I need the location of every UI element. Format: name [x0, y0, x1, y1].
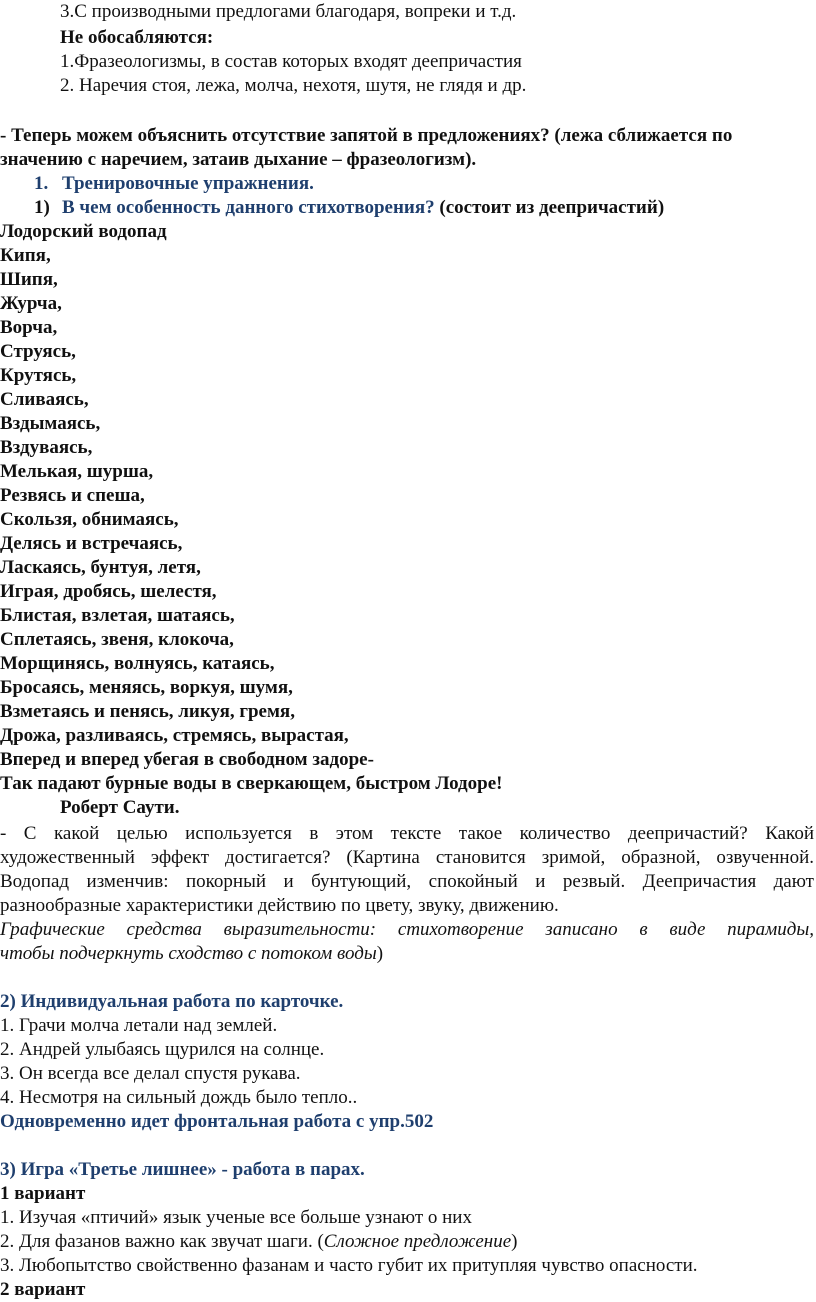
frontal-work: Одновременно идет фронтальная работа с упр.502	[0, 1111, 434, 1132]
poem-title: Лодорский водопад	[0, 221, 167, 242]
rule-line-3: 3.С производными предлогами благодаря, вопреки и т.д.	[60, 1, 517, 22]
exercises-title: Тренировочные упражнения.	[62, 173, 314, 194]
poem-line: Вперед и вперед убегая в свободном задоре-	[0, 749, 374, 770]
poem-line: Так падают бурные воды в сверкающем, быстром Лодоре!	[0, 773, 503, 794]
poem-line: Вздымаясь,	[0, 413, 101, 434]
poem-line: Журча,	[0, 293, 62, 314]
poem-line: Сплетаясь, звеня, клокоча,	[0, 629, 234, 650]
poem-line: Крутясь,	[0, 365, 77, 386]
poem-line: Шипя,	[0, 269, 58, 290]
card-item-2: 2. Андрей улыбаясь щурился на солнце.	[0, 1039, 325, 1060]
poem-line: Взметаясь и пенясь, ликуя, гремя,	[0, 701, 295, 722]
game-item-2-note: Сложное предложение	[323, 1231, 512, 1252]
game-item-2	[0, 1230, 517, 1254]
poem-line: Морщинясь, волнуясь, катаясь,	[0, 653, 275, 674]
poem-line: Мелькая, шурша,	[0, 461, 154, 482]
analysis-line-4: разнообразные характеристики действию по цвету, звуку, движению.	[0, 895, 559, 916]
card-item-1: 1. Грачи молча летали над землей.	[0, 1015, 278, 1036]
task-1-answer: (состоит из деепричастий)	[439, 197, 665, 218]
individual-title: 2) Индивидуальная работа по карточке.	[0, 991, 344, 1012]
poem-line: Блистая, взлетая, шатаясь,	[0, 605, 235, 626]
poem-line: Скользя, обнимаясь,	[0, 509, 179, 530]
card-item-3: 3. Он всегда все делал спустя рукава.	[0, 1063, 301, 1084]
game-item-1: 1. Изучая «птичий» язык ученые все больше узнают о них	[0, 1207, 472, 1228]
game-item-2-end: )	[511, 1231, 518, 1252]
analysis-line-5: Графические средства выразительности: стихотворение записано в виде пирамиды,	[0, 919, 814, 940]
analysis-line-3: Водопад изменчив: покорный и бунтующий, спокойный и резвый. Деепричастия дают	[0, 871, 814, 892]
variant-2-heading: 2 вариант	[0, 1279, 86, 1300]
analysis-line-2: художественный эффект достигается? (Картина становится зримой, образной, озвученной.	[0, 847, 814, 868]
rule-idioms: 1.Фразеологизмы, в состав которых входят деепричастия	[60, 51, 522, 72]
poem-author: Роберт Саути.	[60, 797, 180, 818]
analysis-line-6	[0, 942, 383, 966]
poem-line: Бросаясь, меняясь, воркуя, шумя,	[0, 677, 293, 698]
poem-line: Сливаясь,	[0, 389, 89, 410]
card-item-4: 4. Несмотря на сильный дождь было тепло..	[0, 1087, 358, 1108]
question-line-1: - Теперь можем объяснить отсутствие запятой в предложениях? (лежа сближается по	[0, 125, 733, 146]
task-1-number: 1)	[34, 197, 50, 218]
game-item-3: 3. Любопытство свойственно фазанам и часто губит их притупляя чувство опасности.	[0, 1255, 698, 1276]
poem-line: Ласкаясь, бунтуя, летя,	[0, 557, 201, 578]
not-isolated-heading: Не обосабляются:	[60, 27, 214, 48]
analysis-line-1: - С какой целью используется в этом тексте такое количество деепричастий? Какой	[0, 823, 814, 844]
task-1-text	[62, 196, 664, 220]
task-1-question: В чем особенность данного стихотворения?	[62, 197, 435, 218]
analysis-line-6-end: )	[376, 943, 384, 964]
question-line-2: значению с наречием, затаив дыхание – фразеологизм).	[0, 149, 477, 170]
poem-line: Ворча,	[0, 317, 58, 338]
poem-line: Кипя,	[0, 245, 51, 266]
poem-line: Дрожа, разливаясь, стремясь, вырастая,	[0, 725, 349, 746]
poem-line: Резвясь и спеша,	[0, 485, 145, 506]
poem-line: Вздуваясь,	[0, 437, 93, 458]
poem-line: Играя, дробясь, шелестя,	[0, 581, 217, 602]
rule-adverbs: 2. Наречия стоя, лежа, молча, нехотя, шутя, не глядя и др.	[60, 75, 527, 96]
game-title: 3) Игра «Третье лишнее» - работа в парах.	[0, 1159, 365, 1180]
exercises-number: 1.	[34, 173, 49, 194]
analysis-line-6-text: чтобы подчеркнуть сходство с потоком воды	[0, 943, 377, 964]
poem-line: Струясь,	[0, 341, 76, 362]
game-item-2-text: 2. Для фазанов важно как звучат шаги. (	[0, 1231, 324, 1252]
poem-line: Делясь и встречаясь,	[0, 533, 183, 554]
variant-1-heading: 1 вариант	[0, 1183, 86, 1204]
